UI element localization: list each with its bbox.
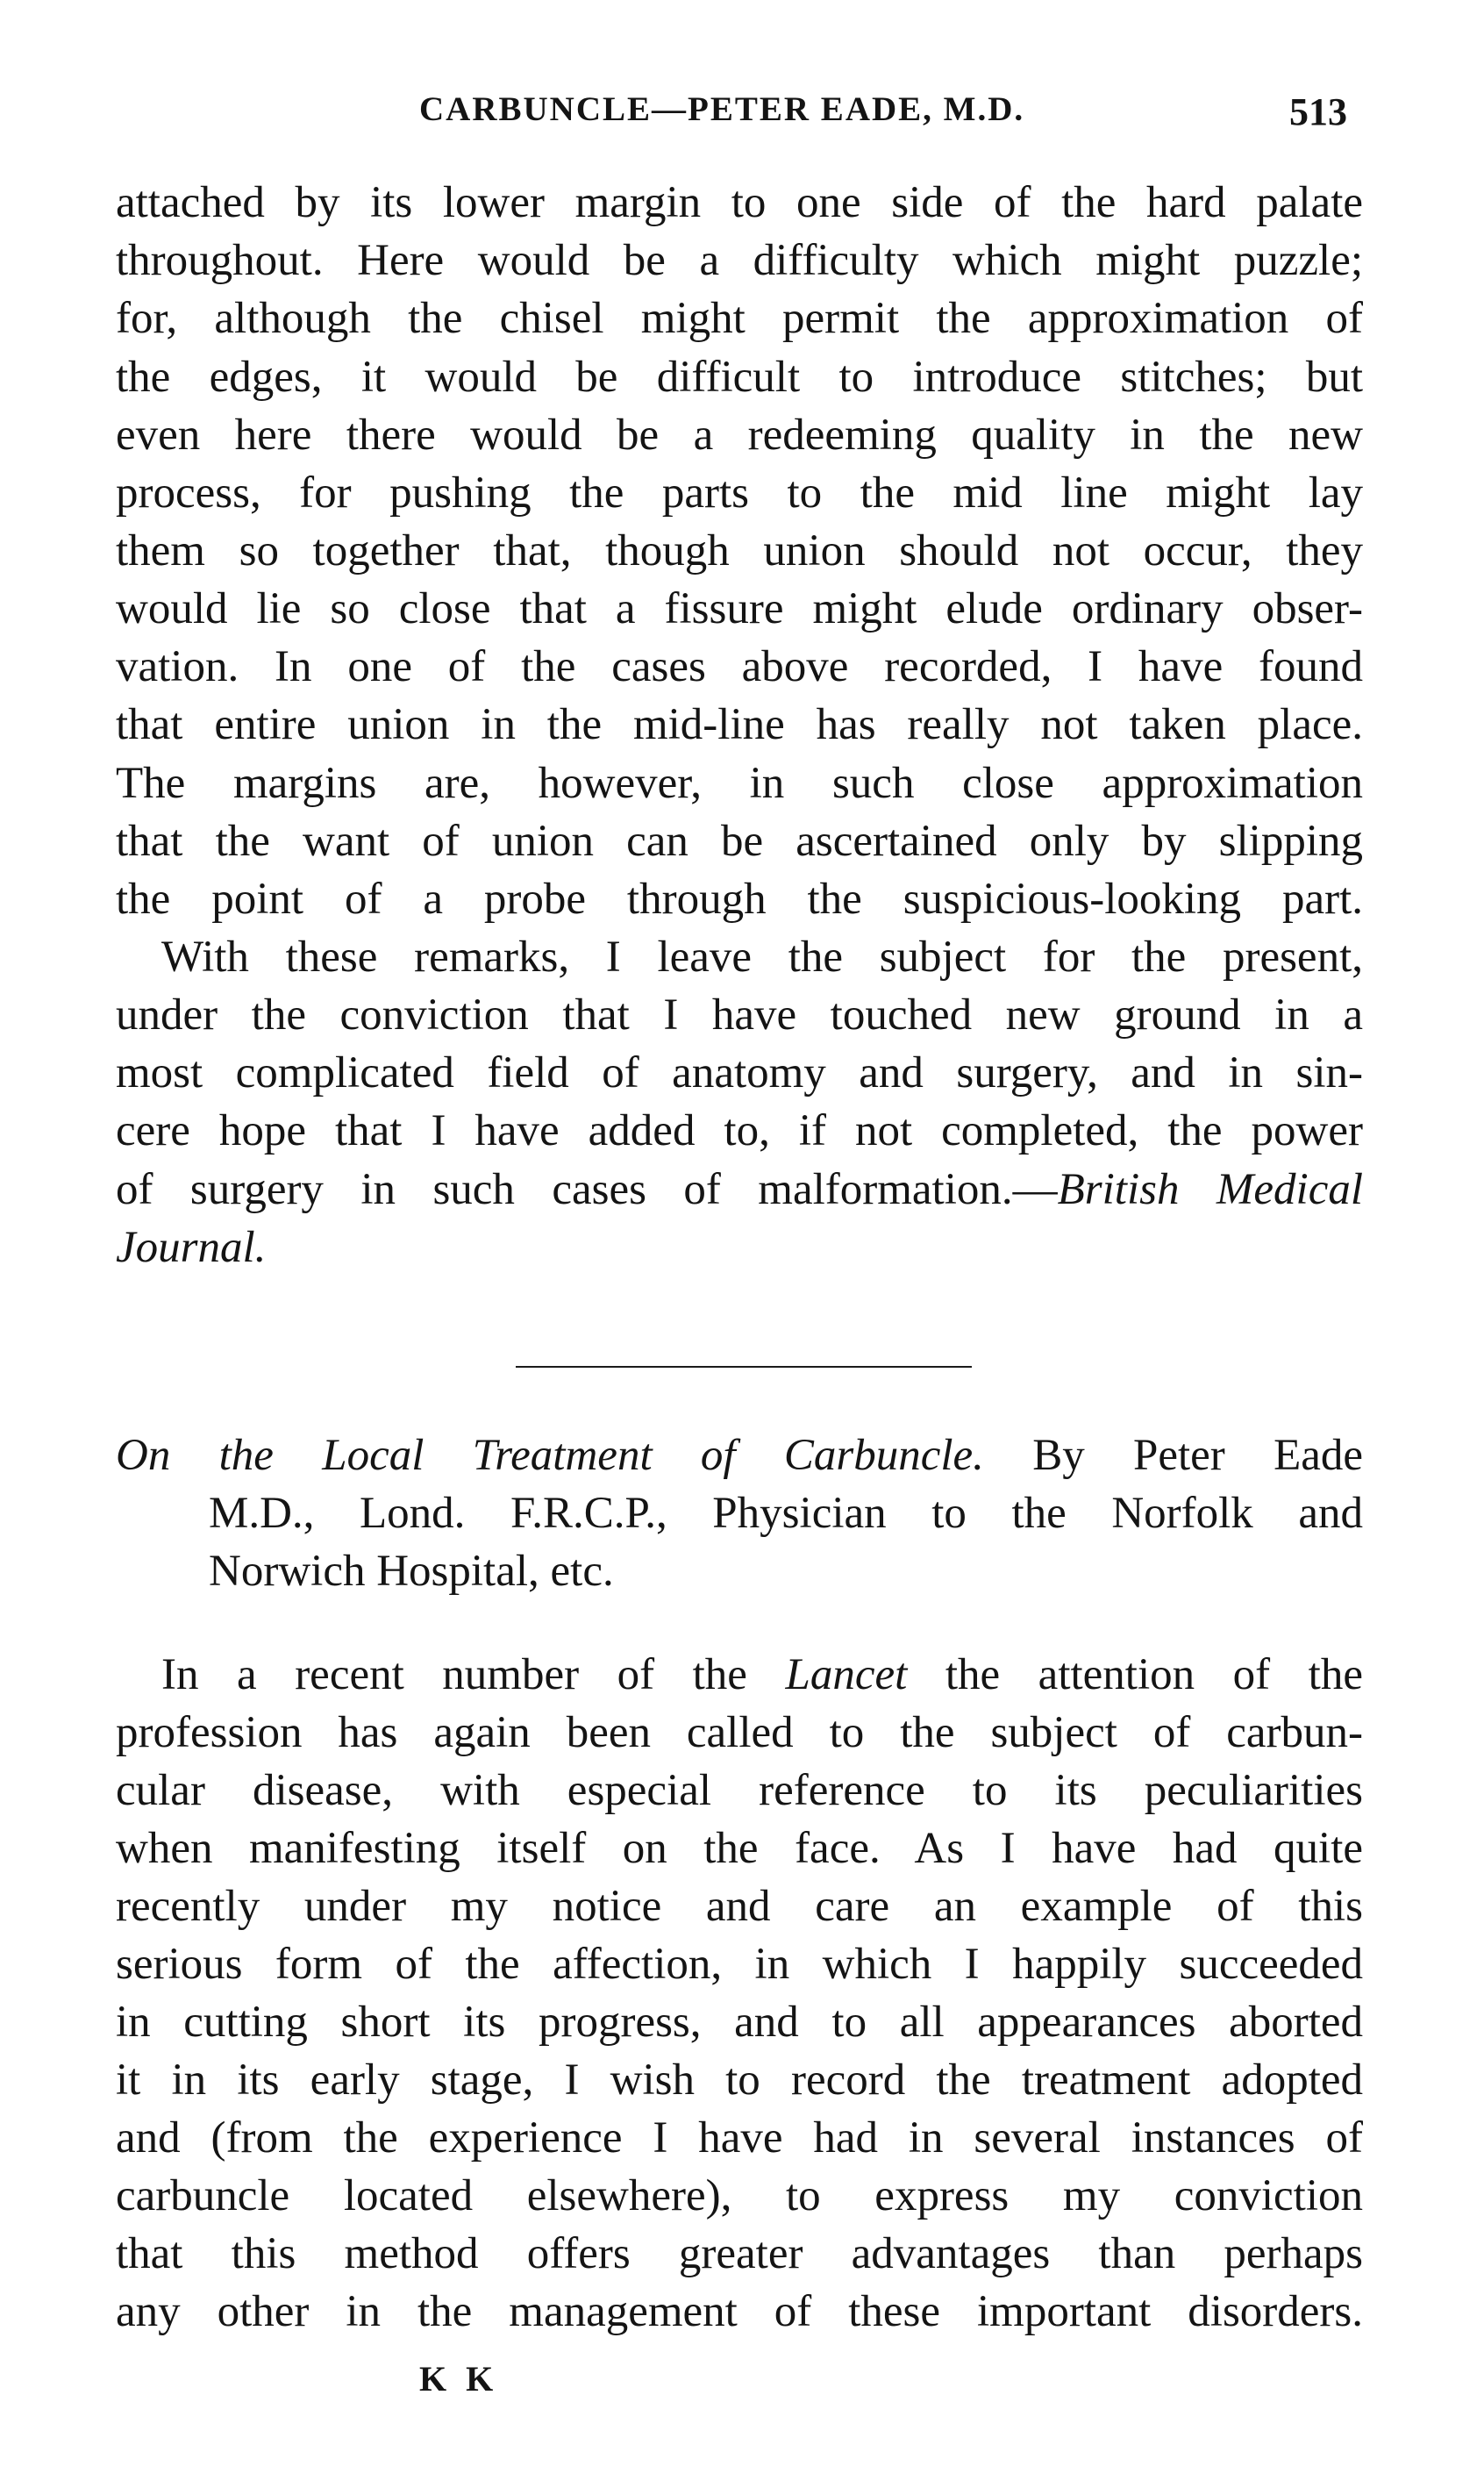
page-number: 513	[1289, 90, 1347, 133]
text-line: it in its early stage, I wish to record the treatment adopted	[116, 2055, 1363, 2105]
text-line: when manifesting itself on the face. As I have had quite	[116, 1824, 1363, 1873]
text-line: serious form of the affection, in which I happily succeeded	[116, 1940, 1363, 1989]
article-title: On the Local Treatment of Carbuncle.	[116, 1431, 984, 1480]
journal-name: Lancet	[785, 1650, 908, 1699]
text-line: The margins are, however, in such close approximation	[116, 759, 1363, 808]
text-line: In a recent number of the Lancet the attention of the	[161, 1650, 1363, 1699]
text-line: vation. In one of the cases above recorded, I have found	[116, 642, 1363, 691]
text-line: carbuncle located elsewhere), to express my conviction	[116, 2171, 1363, 2220]
text-line: them so together that, though union should not occur, they	[116, 526, 1363, 576]
article-title-line	[116, 1426, 1363, 1484]
section-divider	[516, 1366, 972, 1368]
text-line: attached by its lower margin to one side of the hard palate	[116, 178, 1363, 227]
text-line: throughout. Here would be a difficulty which might puzzle;	[116, 236, 1363, 285]
text-line: cular disease, with especial reference to its peculiarities	[116, 1766, 1363, 1815]
text-line: With these remarks, I leave the subject for the present,	[161, 933, 1363, 982]
text-line: the point of a probe through the suspicious-looking part.	[116, 875, 1363, 924]
text-line: cere hope that I have added to, if not completed, the power	[116, 1106, 1363, 1155]
journal-citation: British Medical	[1057, 1165, 1363, 1214]
text-line: would lie so close that a fissure might elude ordinary obser-	[116, 584, 1363, 633]
author-byline: By Peter Eade	[983, 1431, 1363, 1480]
text-line	[116, 1219, 1363, 1276]
text-line: that entire union in the mid-line has really not taken place.	[116, 700, 1363, 749]
text-line: and (from the experience I have had in several instances of	[116, 2113, 1363, 2163]
text-line: most complicated field of anatomy and surgery, and in sin-	[116, 1048, 1363, 1097]
text-line: even here there would be a redeeming quality in the new	[116, 411, 1363, 460]
text-line: process, for pushing the parts to the mid line might lay	[116, 468, 1363, 518]
author-credentials-line: Norwich Hospital, etc.	[209, 1547, 614, 1596]
text-line: under the conviction that I have touched new ground in a	[116, 990, 1363, 1040]
text-line: any other in the management of these important disorders.	[116, 2287, 1363, 2336]
signature-mark: K K	[419, 2359, 499, 2399]
text-line: that this method offers greater advantages than perhaps	[116, 2229, 1363, 2278]
text-line: recently under my notice and care an example of this	[116, 1882, 1363, 1931]
running-head	[0, 89, 1484, 142]
journal-citation: Journal.	[116, 1223, 267, 1272]
running-title: CARBUNCLE—PETER EADE, M.D.	[419, 90, 1025, 128]
text-line: the edges, it would be difficult to introduce stitches; but	[116, 353, 1363, 402]
text-line: profession has again been called to the subject of carbun-	[116, 1708, 1363, 1757]
author-credentials-line: M.D., Lond. F.R.C.P., Physician to the Norfolk and	[209, 1489, 1363, 1538]
text-line: of surgery in such cases of malformation.—British Medical	[116, 1165, 1363, 1214]
text-line: that the want of union can be ascertained only by slipping	[116, 817, 1363, 866]
text-line: in cutting short its progress, and to all appearances aborted	[116, 1998, 1363, 2047]
text-line: for, although the chisel might permit the approximation of	[116, 294, 1363, 343]
